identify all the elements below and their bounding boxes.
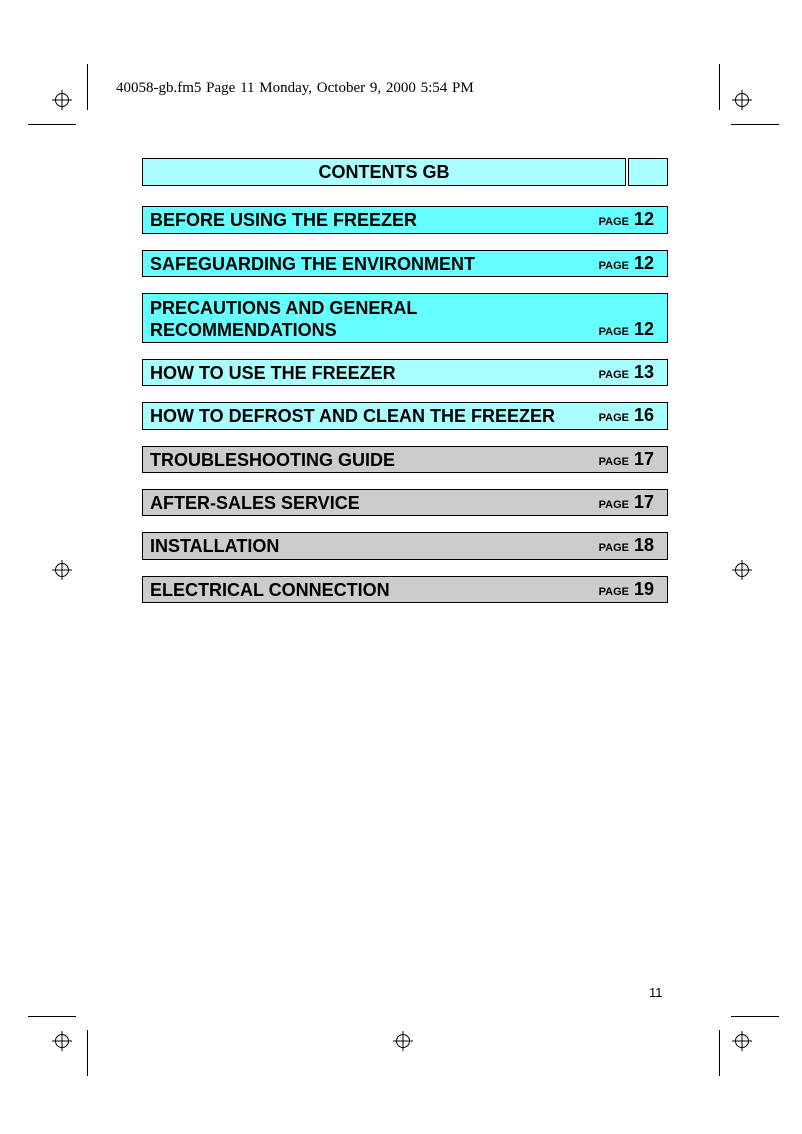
- page-word: PAGE: [598, 586, 629, 598]
- registration-crosshair-icon: [732, 90, 752, 110]
- page-number-value: 18: [633, 535, 654, 555]
- page-word: PAGE: [598, 369, 629, 381]
- registration-crosshair-icon: [732, 1031, 752, 1051]
- crop-mark-top-left-v: [87, 64, 88, 110]
- toc-item-page: [599, 362, 654, 383]
- page-word: PAGE: [598, 216, 629, 228]
- crop-mark-top-right-h: [731, 124, 779, 125]
- toc-item-label: SAFEGUARDING THE ENVIRONMENT: [150, 254, 476, 274]
- toc-item-installation[interactable]: [142, 532, 668, 560]
- page-number-value: 17: [633, 492, 654, 512]
- page-number: 11: [649, 985, 663, 1000]
- toc-item-page: [599, 209, 654, 230]
- page-number-value: 12: [633, 319, 654, 339]
- registration-crosshair-icon: [732, 560, 752, 580]
- page-number-value: 12: [633, 253, 654, 273]
- page-word: PAGE: [598, 542, 629, 554]
- crop-mark-bottom-left-h: [28, 1016, 76, 1017]
- toc-item-before-using[interactable]: [142, 206, 668, 234]
- contents-title-side-box: [628, 158, 668, 186]
- toc-item-label: HOW TO DEFROST AND CLEAN THE FREEZER: [150, 406, 555, 426]
- toc-item-defrost-clean[interactable]: [142, 402, 668, 430]
- toc-item-page: [599, 449, 654, 470]
- crop-mark-top-right-v: [719, 64, 720, 110]
- toc-item-after-sales[interactable]: [142, 489, 668, 516]
- page-word: PAGE: [598, 412, 629, 424]
- page-number-value: 17: [633, 449, 654, 469]
- crop-mark-bottom-right-v: [719, 1030, 720, 1076]
- page-number-value: 16: [633, 405, 654, 425]
- toc-item-label: AFTER-SALES SERVICE: [150, 493, 360, 513]
- toc-item-label: BEFORE USING THE FREEZER: [150, 210, 418, 230]
- registration-crosshair-icon: [393, 1031, 413, 1051]
- crop-mark-top-left-h: [28, 124, 76, 125]
- contents-title: CONTENTS GB: [142, 158, 626, 186]
- page-word: PAGE: [598, 326, 629, 338]
- page-number-value: 19: [633, 579, 654, 599]
- crop-mark-bottom-left-v: [87, 1030, 88, 1076]
- toc-item-page: [599, 319, 654, 340]
- toc-item-electrical[interactable]: [142, 576, 668, 603]
- crop-mark-bottom-right-h: [731, 1016, 779, 1017]
- page-word: PAGE: [598, 260, 629, 272]
- toc-item-label: HOW TO USE THE FREEZER: [150, 363, 396, 383]
- registration-crosshair-icon: [52, 1031, 72, 1051]
- page-number-value: 13: [633, 362, 654, 382]
- registration-crosshair-icon: [52, 90, 72, 110]
- page-word: PAGE: [598, 456, 629, 468]
- toc-item-troubleshooting[interactable]: [142, 446, 668, 473]
- contents-title-bar: [142, 158, 668, 186]
- toc-item-page: [599, 253, 654, 274]
- page-word: PAGE: [598, 499, 629, 511]
- toc-item-page: [599, 405, 654, 426]
- toc-item-label: INSTALLATION: [150, 536, 280, 556]
- file-info-header: 40058-gb.fm5 Page 11 Monday, October 9, 2000 5:54 PM: [116, 80, 474, 96]
- toc-item-precautions[interactable]: [142, 293, 668, 343]
- toc-item-label-line2: RECOMMENDATIONS: [150, 320, 337, 340]
- toc-item-label-line1: PRECAUTIONS AND GENERAL: [150, 298, 418, 318]
- page-number-value: 12: [633, 209, 654, 229]
- toc-item-how-to-use[interactable]: [142, 359, 668, 386]
- toc-item-label: ELECTRICAL CONNECTION: [150, 580, 390, 600]
- toc-item-page: [599, 492, 654, 513]
- toc-item-page: [599, 535, 654, 556]
- toc-item-environment[interactable]: [142, 250, 668, 277]
- registration-crosshair-icon: [52, 560, 72, 580]
- toc-item-label: TROUBLESHOOTING GUIDE: [150, 450, 396, 470]
- toc-item-page: [599, 579, 654, 600]
